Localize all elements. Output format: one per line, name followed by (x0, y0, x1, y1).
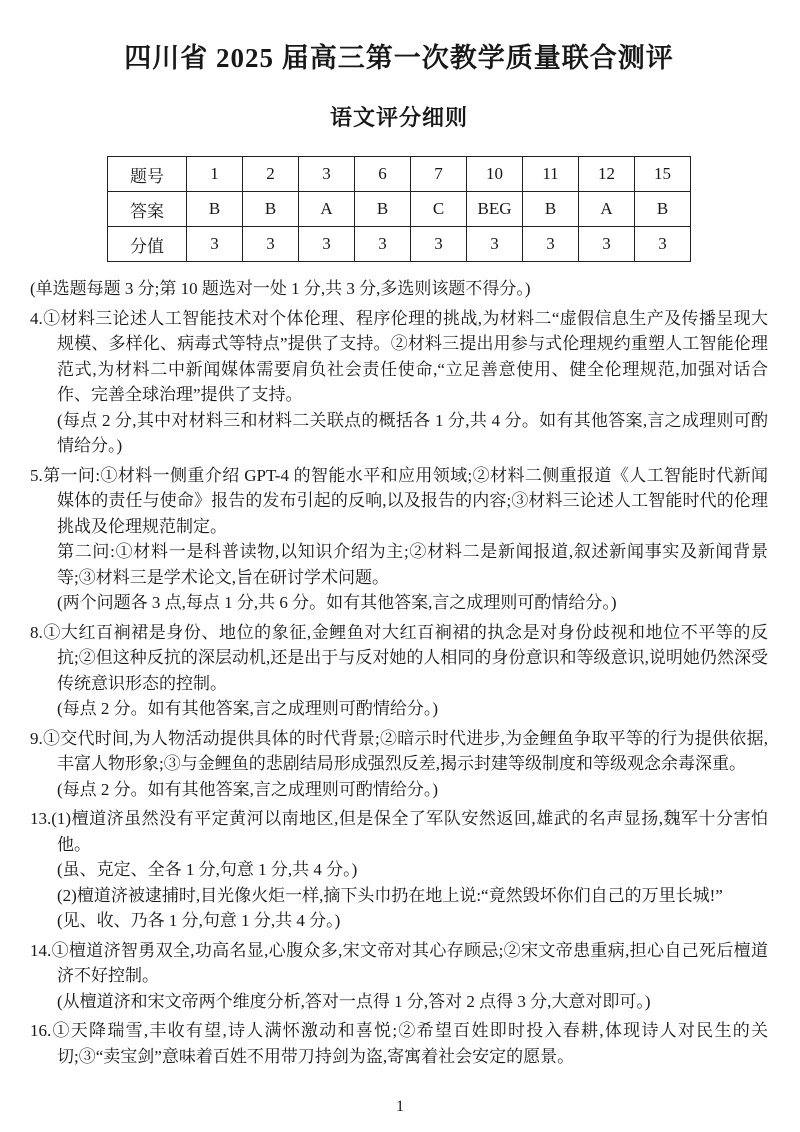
table-cell: 6 (355, 157, 411, 192)
table-cell: 15 (635, 157, 691, 192)
page-subtitle: 语文评分细则 (329, 105, 468, 130)
q5-part1: 5.第一问:①材料一侧重介绍 GPT-4 的智能水平和应用领域;②材料二侧重报道《人工智能时代新闻媒体的责任与使命》报告的发布引起的反响,以及报告的内容;③材料三论述人工智能时代的伦理挑战及伦理规范制定。 (30, 465, 768, 536)
q13-note2: (见、收、乃各 1 分,句意 1 分,共 4 分。) (57, 911, 341, 930)
q14-note: (从檀道济和宋文帝两个维度分析,答对一点得 1 分,答对 2 点得 3 分,大意对即可。) (57, 991, 651, 1011)
q13-part2: (2)檀道济被逮捕时,目光像火炬一样,摘下头巾扔在地上说:“竟然毁坏你们自己的万里长城!” (57, 885, 723, 905)
table-cell: 1 (187, 157, 243, 192)
row-label: 分值 (108, 227, 187, 262)
table-cell: B (523, 192, 579, 227)
table-cell: 3 (523, 227, 579, 262)
q16-answer: 16.①天降瑞雪,丰收有望,诗人满怀激动和喜悦;②希望百姓即时投入春耕,体现诗人对民生的关切;③“卖宝剑”意味着百姓不用带刀持剑为盗,寄寓着社会安定的愿景。 (30, 1021, 768, 1066)
q4-answer: 4.①材料三论述人工智能技术对个体伦理、程序伦理的挑战,为材料二“虚假信息生产及传播呈现大规模、多样化、病毒式等特点”提供了支持。②材料三提出用参与式伦理规约重塑人工智能伦理范式,为材料二中新闻媒体需要肩负社会责任使命,“立足善意使用、健全伦理规范,加强对话合作、完善全球治理”提供了支持。 (30, 308, 768, 404)
table-cell: B (187, 192, 243, 227)
table-cell: 10 (467, 157, 523, 192)
table-cell: A (299, 192, 355, 227)
q8-note: (每点 2 分。如有其他答案,言之成理则可酌情给分。) (57, 699, 439, 718)
document-body (30, 276, 768, 1069)
page-number: 1 (396, 1098, 404, 1115)
page-title: 四川省 2025 届高三第一次教学质量联合测评 (124, 43, 674, 73)
table-cell: B (355, 192, 411, 227)
table-cell: 3 (411, 227, 467, 262)
table-cell: 2 (243, 157, 299, 192)
table-cell: 3 (243, 227, 299, 262)
table-cell: A (579, 192, 635, 227)
q9-answer: 9.①交代时间,为人物活动提供具体的时代背景;②暗示时代进步,为金鲤鱼争取平等的行为提供依据,丰富人物形象;③与金鲤鱼的悲剧结局形成强烈反差,揭示封建等级制度和等级观念余毒深重。 (30, 728, 768, 773)
table-cell: B (635, 192, 691, 227)
q13-note1: (虽、克定、全各 1 分,句意 1 分,共 4 分。) (57, 860, 358, 879)
table-row (108, 157, 691, 192)
row-label: 答案 (108, 192, 187, 227)
table-cell: 3 (299, 157, 355, 192)
q5-note: (两个问题各 3 点,每点 1 分,共 6 分。如有其他答案,言之成理则可酌情给分。) (57, 593, 617, 612)
q8-answer: 8.①大红百裥裙是身份、地位的象征,金鲤鱼对大红百裥裙的执念是对身份歧视和地位不平等的反抗;②但这种反抗的深层动机,还是出于与反对她的人相同的身份意识和等级意识,说明她仍然深受传统意识形态的控制。 (30, 622, 768, 693)
table-cell: 7 (411, 157, 467, 192)
table-cell: 3 (635, 227, 691, 262)
table-cell: 3 (467, 227, 523, 262)
table-cell: BEG (467, 192, 523, 227)
table-cell: 11 (523, 157, 579, 192)
scoring-note: (单选题每题 3 分;第 10 题选对一处 1 分,共 3 分,多选则该题不得分。) (30, 279, 531, 298)
table-cell: C (411, 192, 467, 227)
q4-note: (每点 2 分,其中对材料三和材料二关联点的概括各 1 分,共 4 分。如有其他答案,言之成理则可酌情给分。) (57, 410, 768, 455)
table-cell: B (243, 192, 299, 227)
table-row (108, 192, 691, 227)
table-cell: 3 (579, 227, 635, 262)
q14-answer: 14.①檀道济智勇双全,功高名显,心腹众多,宋文帝对其心存顾忌;②宋文帝患重病,担心自己死后檀道济不好控制。 (30, 940, 768, 985)
row-label: 题号 (108, 157, 187, 192)
table-cell: 12 (579, 157, 635, 192)
answer-table (107, 156, 691, 262)
table-cell: 3 (355, 227, 411, 262)
table-cell: 3 (187, 227, 243, 262)
q5-part2: 第二问:①材料一是科普读物,以知识介绍为主;②材料二是新闻报道,叙述新闻事实及新闻背景等;③材料三是学术论文,旨在研讨学术问题。 (57, 542, 768, 587)
answer-table-body (108, 157, 691, 262)
table-cell: 3 (299, 227, 355, 262)
q9-note: (每点 2 分。如有其他答案,言之成理则可酌情给分。) (57, 779, 439, 799)
q13-part1: 13.(1)檀道济虽然没有平定黄河以南地区,但是保全了军队安然返回,雄武的名声显扬,魏军十分害怕他。 (30, 809, 768, 854)
table-row (108, 227, 691, 262)
